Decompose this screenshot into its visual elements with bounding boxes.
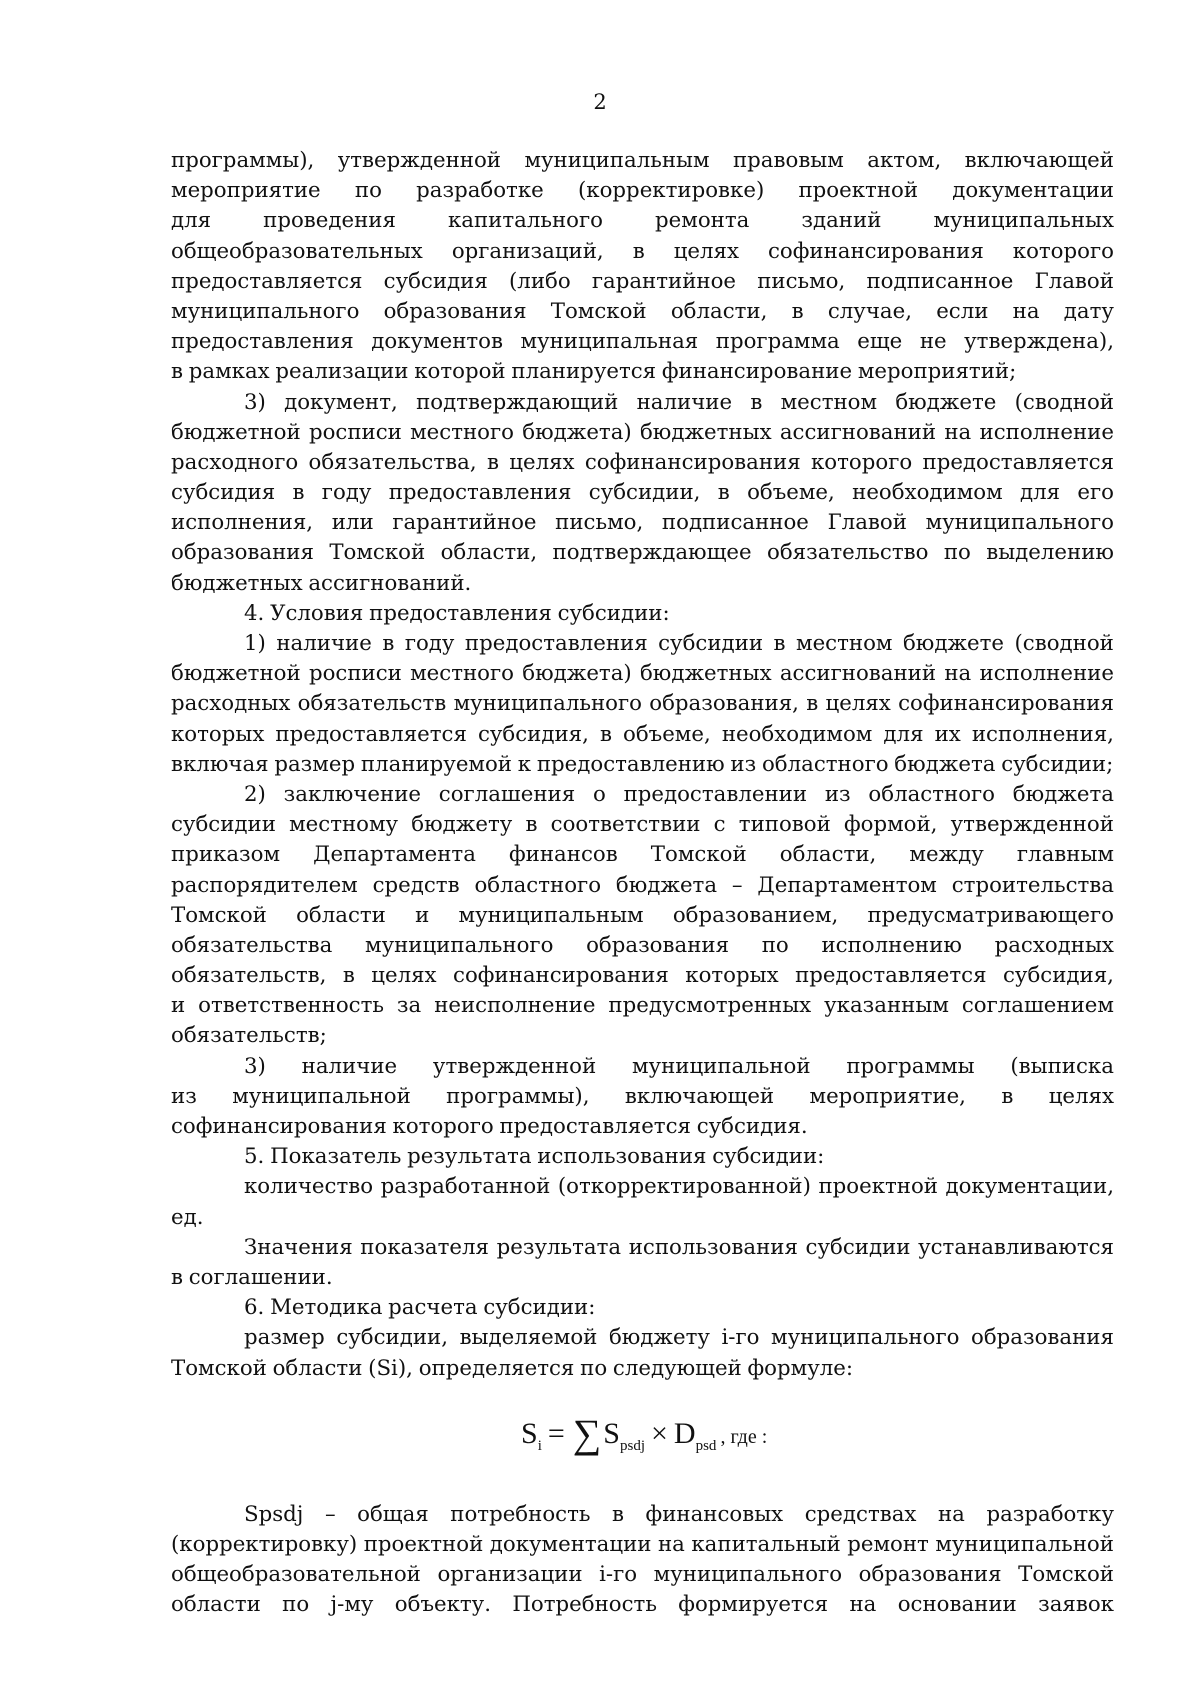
formula-expression: [521, 1410, 768, 1466]
text-line: расходного обязательства, в целях софинансирования которого предоставляется: [171, 449, 1114, 475]
text-line: образования Томской области, подтверждающее обязательство по выделению: [171, 540, 1114, 566]
text-line: общеобразовательных организаций, в целях софинансирования которого: [171, 238, 1114, 264]
text-line: количество разработанной (откорректированной) проектной документации,: [244, 1174, 1114, 1200]
formula-term1: S: [603, 1416, 620, 1450]
formula-term1-subscript: psdj: [619, 1437, 645, 1454]
document-body: [171, 146, 1114, 1620]
text-line: в рамках реализации которой планируется финансирование мероприятий;: [171, 359, 1017, 385]
text-line: распорядителем средств областного бюджета – Департаментом строительства: [171, 872, 1114, 898]
formula-sum-symbol: ∑: [572, 1410, 602, 1456]
text-line: субсидии местному бюджету в соответствии с типовой формой, утвержденной: [171, 812, 1114, 838]
text-line: обязательств, в целях софинансирования которых предоставляется субсидия,: [171, 963, 1114, 989]
text-line: обязательств;: [171, 1023, 327, 1049]
text-line: софинансирования которого предоставляется субсидия.: [171, 1114, 808, 1139]
text-line: 4. Условия предоставления субсидии:: [244, 600, 670, 626]
text-line: которых предоставляется субсидия, в объеме, необходимом для их исполнения,: [171, 721, 1114, 747]
formula: [171, 1384, 1114, 1500]
text-line: предоставления документов муниципальная программа еще не утверждена),: [171, 329, 1114, 355]
text-line: субсидия в году предоставления субсидии, в объеме, необходимом для его: [171, 480, 1114, 506]
text-line: 1) наличие в году предоставления субсидии в местном бюджете (сводной: [244, 631, 1114, 656]
text-line: 6. Методика расчета субсидии:: [244, 1295, 596, 1321]
text-line: (корректировку) проектной документации на капитальный ремонт муниципальной: [171, 1531, 1114, 1557]
text-line: размер субсидии, выделяемой бюджету i-го муниципального образования: [244, 1325, 1114, 1351]
text-line: для проведения капитального ремонта зданий муниципальных: [171, 208, 1114, 234]
formula-lhs: S: [521, 1416, 538, 1450]
text-line: обязательства муниципального образования по исполнению расходных: [171, 932, 1114, 958]
formula-times: ×: [651, 1416, 668, 1450]
formula-term2: D: [673, 1416, 696, 1450]
page-number: 2: [593, 90, 607, 114]
text-line: Томской области (Si), определяется по следующей формуле:: [171, 1355, 854, 1381]
formula-equals: =: [547, 1416, 565, 1450]
text-block-after-formula: [171, 1500, 1114, 1621]
text-line: области по j-му объекту. Потребность формируется на основании заявок: [171, 1592, 1114, 1618]
text-line: программы), утвержденной муниципальным правовым актом, включающей: [171, 148, 1114, 173]
text-line: ед.: [171, 1204, 204, 1230]
text-line: и ответственность за неисполнение предусмотренных указанным соглашением: [171, 993, 1114, 1019]
text-line: Spsdj – общая потребность в финансовых средствах на разработку: [244, 1501, 1114, 1527]
text-line: бюджетной росписи местного бюджета) бюджетных ассигнований на исполнение: [171, 661, 1114, 687]
text-line: исполнения, или гарантийное письмо, подписанное Главой муниципального: [171, 510, 1114, 536]
formula-term2-subscript: psd: [695, 1437, 717, 1454]
text-line: включая размер планируемой к предоставлению из областного бюджета субсидии;: [171, 751, 1114, 777]
text-line: муниципального образования Томской области, в случае, если на дату: [171, 298, 1114, 324]
text-block-main: [171, 146, 1114, 1384]
text-line: 3) документ, подтверждающий наличие в местном бюджете (сводной: [244, 389, 1114, 415]
text-line: общеобразовательной организации i-го муниципального образования Томской: [171, 1562, 1114, 1588]
text-line: 5. Показатель результата использования субсидии:: [244, 1144, 825, 1170]
text-line: Томской области и муниципальным образованием, предусматривающего: [171, 902, 1114, 928]
text-line: предоставляется субсидия (либо гарантийное письмо, подписанное Главой: [171, 268, 1114, 294]
text-line: из муниципальной программы), включающей мероприятие, в целях: [171, 1083, 1114, 1109]
text-line: расходных обязательств муниципального образования, в целях софинансирования: [171, 691, 1114, 717]
text-line: приказом Департамента финансов Томской области, между главным: [171, 842, 1114, 868]
text-line: 2) заключение соглашения о предоставлении из областного бюджета: [244, 781, 1114, 807]
text-line: 3) наличие утвержденной муниципальной программы (выписка: [244, 1053, 1114, 1079]
text-line: Значения показателя результата использования субсидии устанавливаются: [244, 1234, 1114, 1260]
formula-where: , где :: [720, 1425, 768, 1448]
text-line: бюджетных ассигнований.: [171, 570, 472, 596]
text-line: бюджетной росписи местного бюджета) бюджетных ассигнований на исполнение: [171, 419, 1114, 445]
formula-lhs-subscript: i: [537, 1437, 542, 1454]
text-line: в соглашении.: [171, 1264, 333, 1290]
text-line: мероприятие по разработке (корректировке) проектной документации: [171, 178, 1114, 204]
